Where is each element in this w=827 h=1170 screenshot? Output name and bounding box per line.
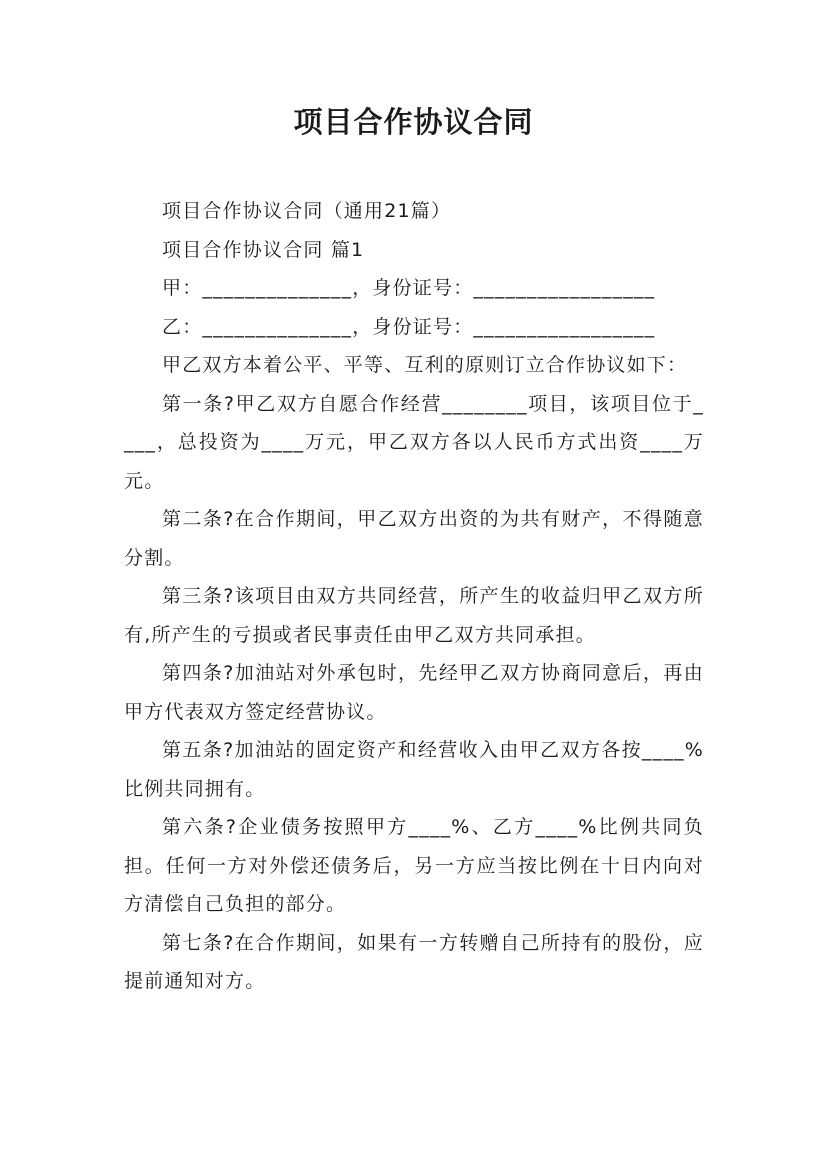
paragraph-section-heading: 项目合作协议合同 篇1 — [162, 238, 365, 261]
document-body — [124, 192, 704, 1001]
document-title: 项目合作协议合同 — [293, 105, 534, 139]
paragraph-article-3: 第三条?该项目由双方共同经营，所产生的收益归甲乙双方所有,所产生的亏损或者民事责任由甲乙双方共同承担。 — [124, 585, 704, 646]
paragraph-article-6: 第六条?企业债务按照甲方____%、乙方____%比例共同负担。任何一方对外偿还债务后，另一方应当按比例在十日内向对方清偿自己负担的部分。 — [124, 816, 704, 915]
paragraph-subtitle: 项目合作协议合同（通用21篇） — [162, 200, 452, 222]
paragraph-article-2: 第二条?在合作期间，甲乙双方出资的为共有财产，不得随意分割。 — [124, 508, 704, 569]
paragraph-preamble: 甲乙双方本着公平、平等、互利的原则订立合作协议如下： — [162, 354, 688, 376]
paragraph-party-b: 乙：______________，身份证号：_________________ — [162, 315, 656, 338]
paragraph-party-a: 甲：______________，身份证号：_________________ — [162, 277, 656, 299]
paragraph-article-5: 第五条?加油站的固定资产和经营收入由甲乙双方各按____%比例共同拥有。 — [124, 739, 704, 800]
paragraph-article-4: 第四条?加油站对外承包时，先经甲乙双方协商同意后，再由甲方代表双方签定经营协议。 — [124, 662, 704, 723]
paragraph-article-1: 第一条?甲乙双方自愿合作经营________项目，该项目位于____，总投资为____万元，甲乙双方各以人民币方式出资____万元。 — [124, 392, 704, 492]
paragraph-article-7: 第七条?在合作期间，如果有一方转赠自己所持有的股份，应提前通知对方。 — [124, 931, 704, 992]
